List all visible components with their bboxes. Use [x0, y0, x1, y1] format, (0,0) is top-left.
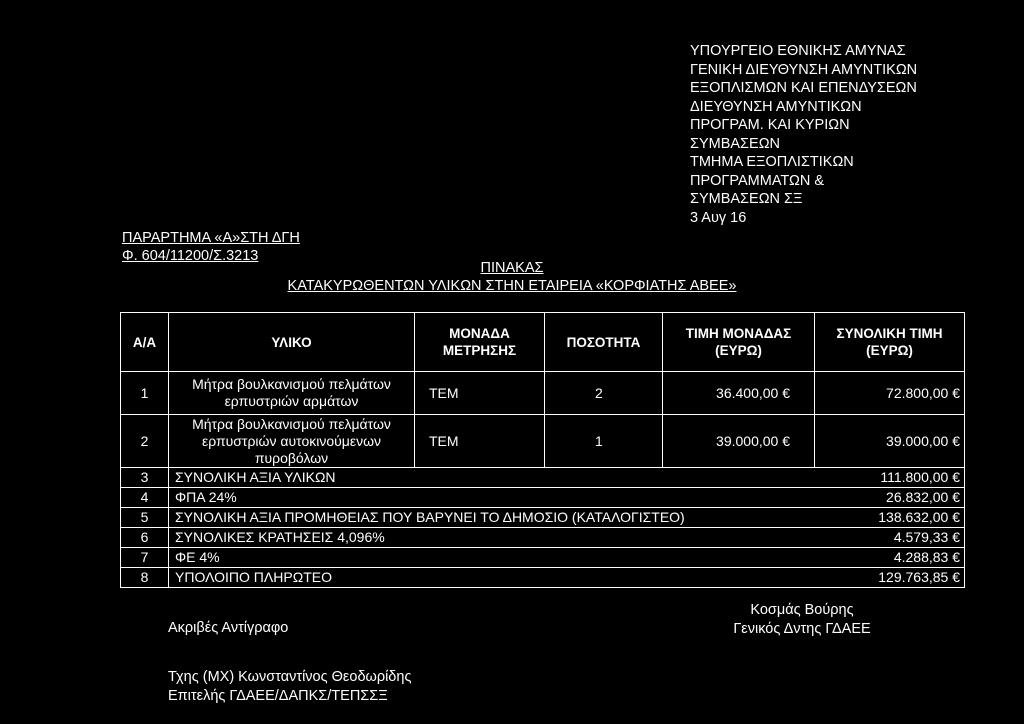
col-header-aa: Α/Α: [121, 313, 169, 372]
item-total: 72.800,00 €: [815, 372, 965, 415]
summary-row: [121, 528, 965, 548]
summary-aa: 5: [121, 508, 169, 528]
col-header-unit-line1: ΜΟΝΑΔΑ: [449, 326, 510, 341]
item-unit-price: 39.000,00 €: [663, 415, 815, 468]
table-title-line2: ΚΑΤΑΚΥΡΩΘΕΝΤΩΝ ΥΛΙΚΩΝ ΣΤΗΝ ΕΤΑΙΡΕΙΑ «ΚΟΡΦΙΑΤΗΣ ΑΒΕΕ»: [287, 278, 737, 294]
summary-value: 138.632,00 €: [815, 508, 965, 528]
item-name-line: ερπυστριών αρμάτων: [224, 393, 359, 409]
summary-label: ΥΠΟΛΟΙΠΟ ΠΛΗΡΩΤΕΟ: [169, 568, 815, 588]
summary-label: ΣΥΝΟΛΙΚΗ ΑΞΙΑ ΥΛΙΚΩΝ: [169, 468, 815, 488]
file-number: Φ. 604/11200/Σ.3213: [122, 248, 259, 264]
certified-copy: Ακριβές Αντίγραφο: [168, 620, 289, 636]
document-date: 3 Αυγ 16: [690, 209, 747, 226]
signer-name: Κοσμάς Βούρης: [750, 602, 854, 618]
summary-value: 4.579,33 €: [815, 528, 965, 548]
item-name: [169, 372, 415, 415]
ministry-line: ΠΡΟΓΡΑΜΜΑΤΩΝ &: [690, 172, 825, 189]
summary-aa: 3: [121, 468, 169, 488]
summary-row: [121, 468, 965, 488]
item-unit: ΤΕΜ: [415, 415, 545, 468]
item-total: 39.000,00 €: [815, 415, 965, 468]
table-row: [121, 372, 965, 415]
ministry-line: ΠΡΟΓΡΑΜ. ΚΑΙ ΚΥΡΙΩΝ: [690, 117, 850, 133]
item-name-line: πυροβόλων: [254, 449, 329, 466]
summary-row: [121, 488, 965, 508]
col-header-item: ΥΛΙΚΟ: [169, 313, 415, 372]
annex-title: ΠΑΡΑΡΤΗΜΑ «Α»ΣΤΗ ΔΓΗ: [122, 230, 300, 246]
summary-value: 129.763,85 €: [815, 568, 965, 588]
summary-aa: 4: [121, 488, 169, 508]
col-header-total-line2: (ΕΥΡΩ): [866, 343, 913, 358]
summary-aa: 6: [121, 528, 169, 548]
ministry-line: ΣΥΜΒΑΣΕΩΝ ΣΞ: [690, 191, 803, 207]
officer-block: [168, 668, 411, 706]
item-name: [169, 415, 415, 468]
ministry-line: ΔΙΕΥΘΥΝΣΗ ΑΜΥΝΤΙΚΩΝ: [690, 98, 862, 115]
summary-aa: 8: [121, 568, 169, 588]
col-header-qty: ΠΟΣΟΤΗΤΑ: [545, 313, 663, 372]
item-unit-price: 36.400,00 €: [663, 372, 815, 415]
table-row: [121, 415, 965, 468]
col-header-unit: [415, 313, 545, 372]
awarded-materials-table: [120, 312, 965, 588]
col-header-unit-price: ΤΙΜΗ ΜΟΝΑΔΑΣ (ΕΥΡΩ): [663, 313, 815, 372]
col-header-total-line1: ΣΥΝΟΛΙΚΗ ΤΙΜΗ: [836, 326, 943, 341]
summary-value: 26.832,00 €: [815, 488, 965, 508]
ministry-line: ΓΕΝΙΚΗ ΔΙΕΥΘΥΝΣΗ ΑΜΥΝΤΙΚΩΝ: [690, 61, 918, 78]
ministry-line: ΥΠΟΥΡΓΕΙΟ ΕΘΝΙΚΗΣ ΑΜΥΝΑΣ: [690, 43, 906, 59]
summary-label: ΦΕ 4%: [169, 548, 815, 568]
signer-block: [722, 601, 882, 639]
ministry-line: ΣΥΜΒΑΣΕΩΝ: [690, 135, 781, 152]
item-aa: 2: [121, 415, 169, 468]
summary-label: ΣΥΝΟΛΙΚΗ ΑΞΙΑ ΠΡΟΜΗΘΕΙΑΣ ΠΟΥ ΒΑΡΥΝΕΙ ΤΟ ΔΗΜΟΣΙΟ (ΚΑΤΑΛΟΓΙΣΤΕΟ): [169, 508, 815, 528]
summary-aa: 7: [121, 548, 169, 568]
item-name-line: Μήτρα βουλκανισμού πελμάτων: [192, 376, 391, 392]
officer-name: Τχης (ΜΧ) Κωνσταντίνος Θεοδωρίδης: [168, 669, 412, 685]
summary-row: [121, 568, 965, 588]
summary-row: [121, 548, 965, 568]
ministry-line: ΤΜΗΜΑ ΕΞΟΠΛΙΣΤΙΚΩΝ: [690, 154, 854, 170]
table-header-row: [121, 313, 965, 372]
item-qty: 2: [545, 372, 663, 415]
item-qty: 1: [545, 415, 663, 468]
table-title: [120, 259, 904, 295]
signer-title: Γενικός Δντης ΓΔΑΕΕ: [733, 621, 871, 637]
col-header-total: [815, 313, 965, 372]
item-name-line: ερπυστριών αυτοκινούμενων: [201, 432, 382, 449]
summary-label: ΣΥΝΟΛΙΚΕΣ ΚΡΑΤΗΣΕΙΣ 4,096%: [169, 528, 815, 548]
ministry-line: ΕΞΟΠΛΙΣΜΩΝ ΚΑΙ ΕΠΕΝΔΥΣΕΩΝ: [690, 80, 917, 96]
summary-value: 4.288,83 €: [815, 548, 965, 568]
item-unit: ΤΕΜ: [415, 372, 545, 415]
item-name-line: Μήτρα βουλκανισμού πελμάτων: [192, 415, 391, 432]
summary-value: 111.800,00 €: [815, 468, 965, 488]
officer-title: Επιτελής ΓΔΑΕΕ/ΔΑΠΚΣ/ΤΕΠΣΣΞ: [168, 688, 388, 704]
summary-row: [121, 508, 965, 528]
ministry-header: [690, 42, 990, 227]
col-header-unit-line2: ΜΕΤΡΗΣΗΣ: [442, 343, 517, 358]
item-aa: 1: [121, 372, 169, 415]
table-title-line1: ΠΙΝΑΚΑΣ: [480, 260, 544, 276]
summary-label: ΦΠΑ 24%: [169, 488, 815, 508]
